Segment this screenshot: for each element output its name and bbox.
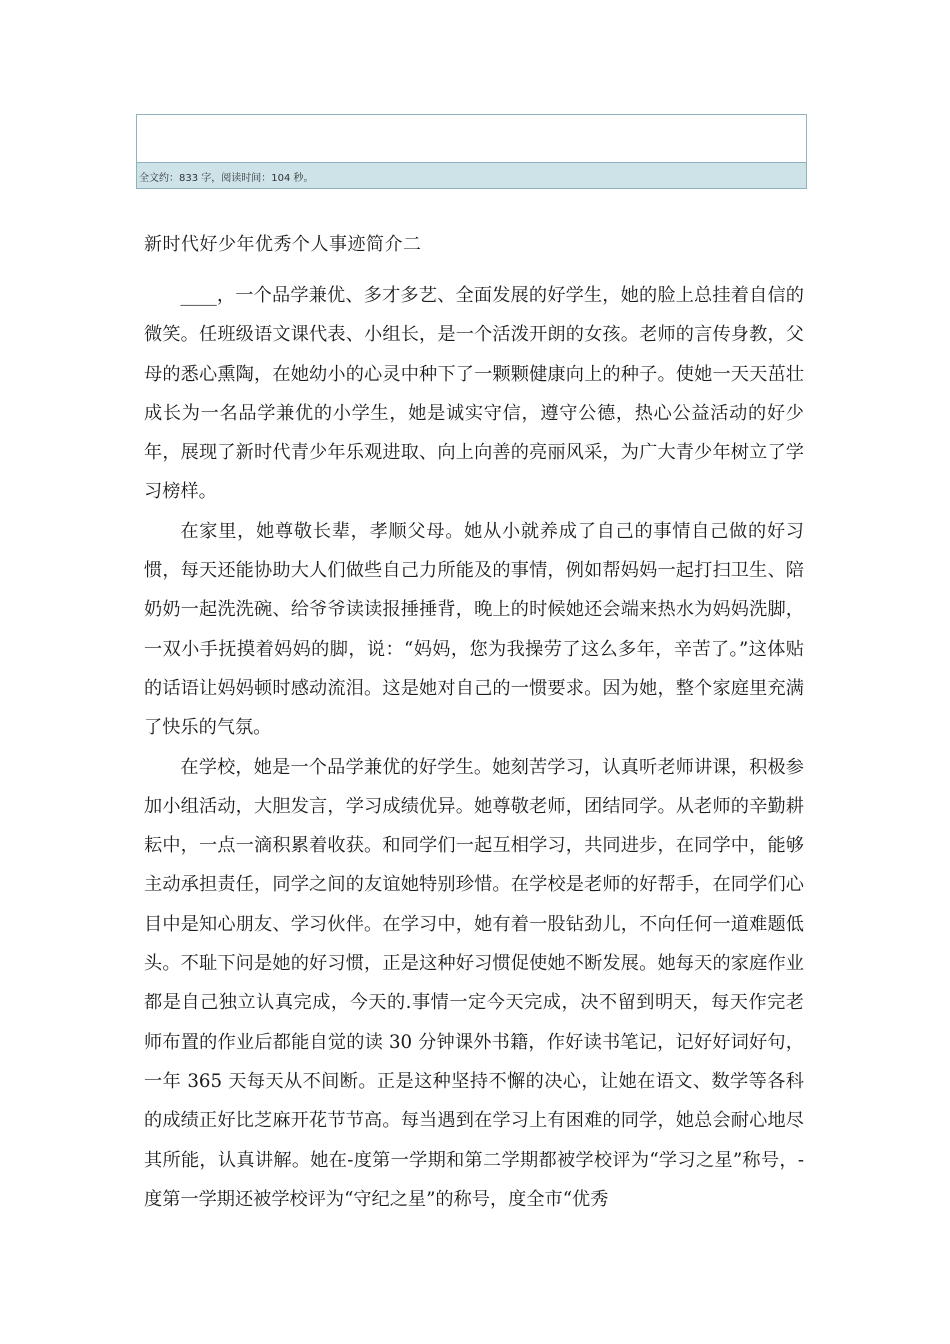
reading-info-bar bbox=[137, 162, 806, 188]
paragraph: 在家里，她尊敬长辈，孝顺父母。她从小就养成了自己的事情自己做的好习惯，每天还能协助大人们做些自己力所能及的事情，例如帮妈妈一起打扫卫生、陪奶奶一起洗洗碗、给爷爷读读报捶捶背，晚上的时候她还会端来热水为妈妈洗脚，一双小手抚摸着妈妈的脚，说：“妈妈，您为我操劳了这么多年，辛苦了。”这体贴的话语让妈妈顿时感动流泪。这是她对自己的一惯要求。因为她，整个家庭里充满了快乐的气氛。 bbox=[144, 520, 804, 739]
paragraph: 在学校，她是一个品学兼优的好学生。她刻苦学习，认真听老师讲课，积极参加小组活动，大胆发言，学习成绩优异。她尊敬老师，团结同学。从老师的辛勤耕耘中，一点一滴积累着收获。和同学们一起互相学习，共同进步，在同学中，能够主动承担责任，同学之间的友谊她特别珍惜。在学校是老师的好帮手，在同学们心目中是知心朋友、学习伙伴。在学习中，她有着一股钻劲儿，不向任何一道难题低头。不耻下问是她的好习惯，正是这种好习惯促使她不断发展。她每天的家庭作业都是自己独立认真完成，今天的.事情一定今天完成，决不留到明天，每天作完老师布置的作业后都能自觉的读 30 分钟课外书籍，作好读书笔记，记好好词好句，一年 365 天每天从不间断。正是这种坚持不懈的决心，让她在语文、数学等各科的成绩正好比芝麻开花节节高。每当遇到在学习上有困难的同学，她总会耐心地尽其所能，认真讲解。她在-度第一学期和第二学期都被学校评为“学习之星”称号，-度第一学期还被学校评为“守纪之星”的称号，度全市“优秀 bbox=[144, 756, 804, 1210]
paragraph: ____，一个品学兼优、多才多艺、全面发展的好学生，她的脸上总挂着自信的微笑。任班级语文课代表、小组长，是一个活泼开朗的女孩。老师的言传身教，父母的悉心熏陶，在她幼小的心灵中种下了一颗颗健康向上的种子。使她一天天茁壮成长为一名品学兼优的小学生，她是诚实守信，遵守公德，热心公益活动的好少年，展现了新时代青少年乐观进取、向上向善的亮丽风采，为广大青少年树立了学习榜样。 bbox=[144, 285, 804, 503]
document-body bbox=[144, 276, 804, 1219]
reading-stats: 全文约：833 字，阅读时间：104 秒。 bbox=[139, 173, 314, 184]
document-title: 新时代好少年优秀个人事迹简介二 bbox=[144, 234, 422, 255]
document-info-box bbox=[136, 114, 807, 189]
